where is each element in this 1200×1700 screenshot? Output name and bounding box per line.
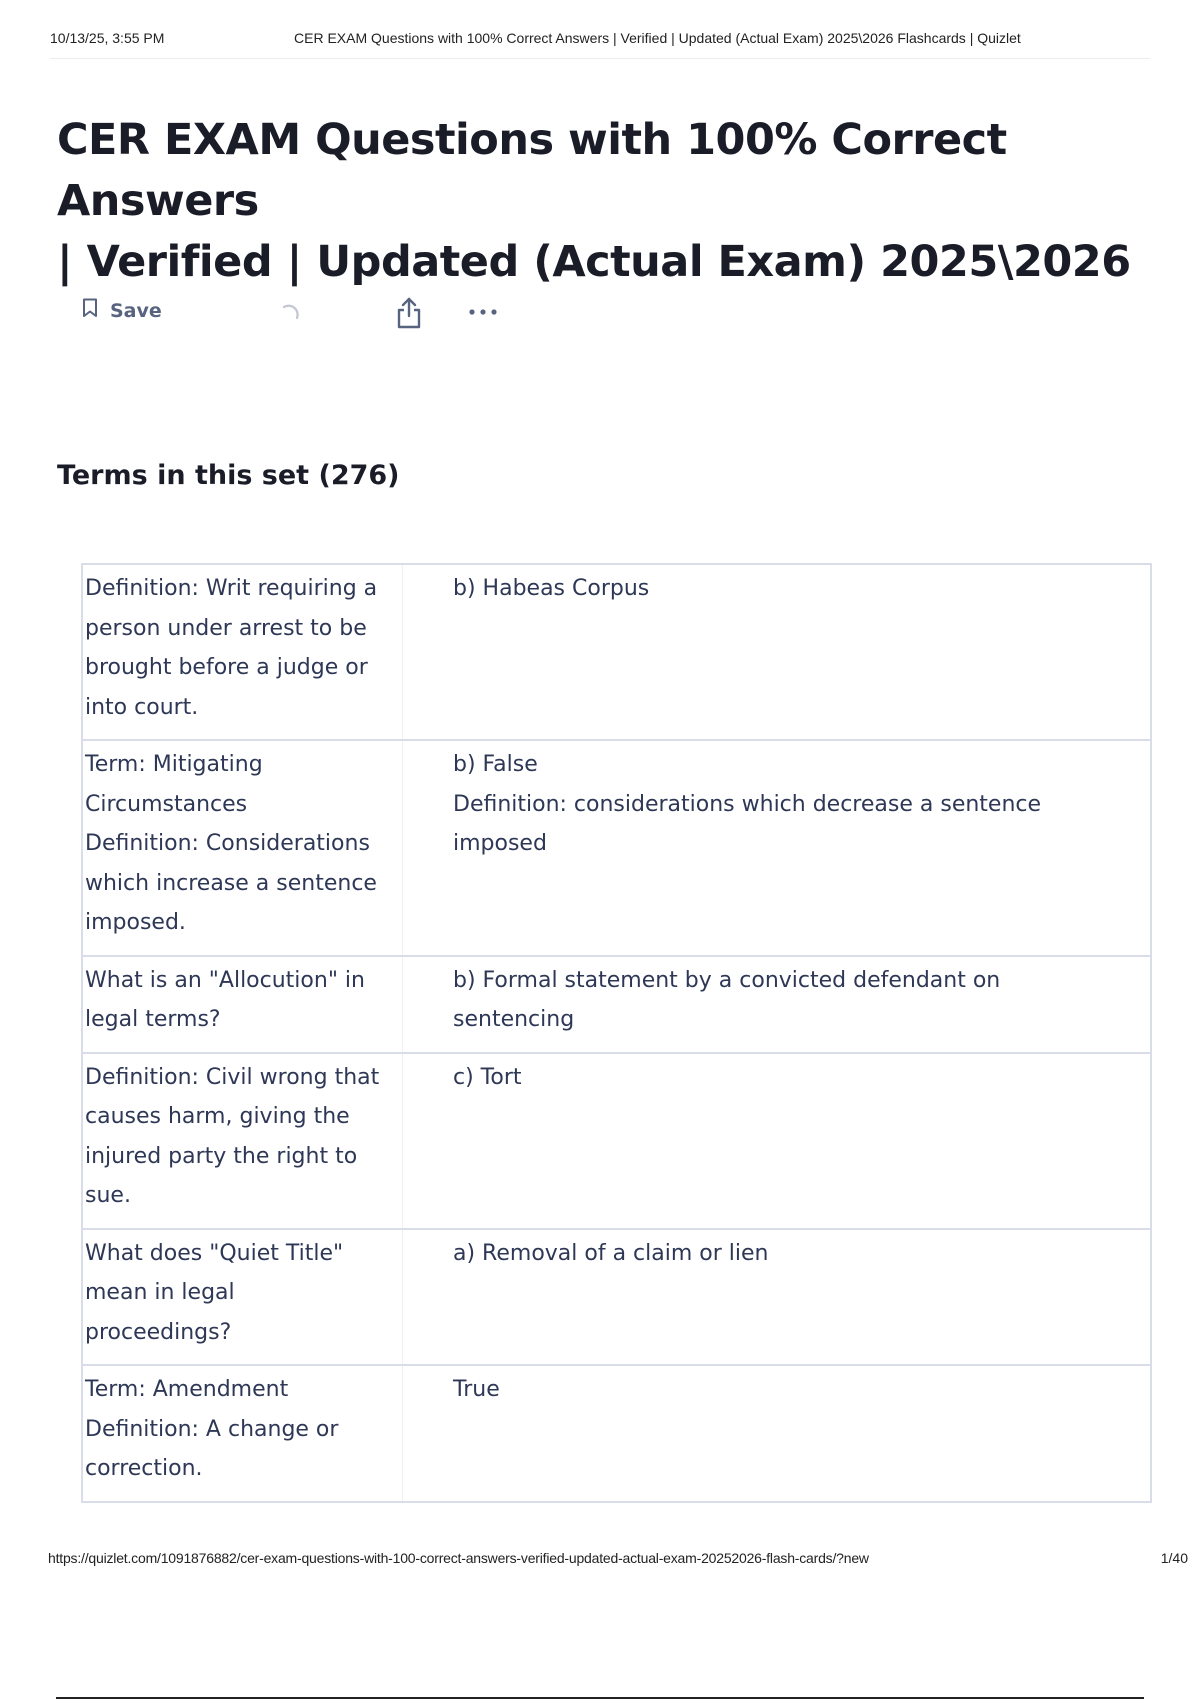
definition-line: a) Removal of a claim or lien	[453, 1240, 769, 1266]
term-line: Definition: Considerations	[85, 831, 370, 856]
term-line: into court.	[85, 694, 199, 720]
definition-line: b) Formal statement by a convicted defendant on	[453, 967, 1001, 993]
spinner-icon	[278, 302, 302, 326]
term-line: person under arrest to be	[85, 615, 367, 641]
term-text	[83, 1054, 403, 1228]
definition-line: sentencing	[453, 1007, 575, 1032]
term-line: What is an "Allocution" in	[85, 967, 365, 993]
term-text	[83, 565, 403, 739]
definition-text	[403, 741, 1150, 955]
term-line: Definition: A change or	[85, 1416, 339, 1442]
print-header	[50, 30, 1150, 59]
definition-line: b) False	[453, 752, 538, 777]
definition-line: c) Tort	[453, 1064, 522, 1090]
term-line: mean in legal	[85, 1280, 235, 1305]
term-line: Term: Amendment	[85, 1377, 289, 1402]
term-row	[83, 1228, 1150, 1365]
term-text	[83, 741, 403, 955]
term-line: causes harm, giving the	[85, 1104, 350, 1129]
definition-text	[403, 565, 1150, 739]
share-icon[interactable]	[394, 296, 424, 330]
page-title	[57, 110, 1167, 293]
definition-line: b) Habeas Corpus	[453, 576, 650, 601]
term-line: Definition: Writ requiring a	[85, 576, 378, 601]
term-line: correction.	[85, 1456, 203, 1481]
more-horizontal-icon[interactable]	[466, 302, 500, 322]
term-text	[83, 1230, 403, 1365]
term-line: which increase a sentence	[85, 870, 377, 896]
page-title-line-1: CER EXAM Questions with 100% Correct Answers	[57, 115, 1007, 226]
term-text	[83, 1366, 403, 1501]
page-title-line-2: | Verified | Updated (Actual Exam) 2025\2026	[57, 237, 1131, 287]
term-line: Term: Mitigating	[85, 752, 263, 777]
print-datetime: 10/13/25, 3:55 PM	[50, 30, 165, 46]
definition-line: Definition: considerations which decrease a sentence	[453, 791, 1042, 817]
term-line: proceedings?	[85, 1319, 232, 1345]
term-text	[83, 957, 403, 1052]
save-label: Save	[110, 299, 162, 322]
term-line: sue.	[85, 1183, 131, 1208]
print-url: https://quizlet.com/1091876882/cer-exam-questions-with-100-correct-answers-verified-updated-actual-exam-20252026-flash-cards/?new	[48, 1550, 869, 1566]
terms-heading: Terms in this set (276)	[57, 460, 400, 491]
term-row	[83, 955, 1150, 1052]
definition-line: True	[453, 1377, 500, 1402]
term-line: Definition: Civil wrong that	[85, 1064, 380, 1090]
term-line: brought before a judge or	[85, 655, 368, 680]
definition-text	[403, 957, 1150, 1052]
save-button[interactable]	[82, 298, 162, 323]
definition-line: imposed	[453, 831, 547, 856]
term-line: Circumstances	[85, 791, 248, 817]
term-row	[83, 1364, 1150, 1501]
page-number: 1/40	[1160, 1550, 1188, 1566]
term-row	[83, 1052, 1150, 1228]
bookmark-icon	[82, 298, 98, 323]
term-line: What does "Quiet Title"	[85, 1240, 344, 1266]
definition-text	[403, 1054, 1150, 1228]
terms-table	[81, 563, 1152, 1503]
set-toolbar	[82, 296, 522, 336]
term-row	[83, 565, 1150, 739]
definition-text	[403, 1366, 1150, 1501]
divider	[56, 1697, 1144, 1699]
term-row	[83, 739, 1150, 955]
term-line: legal terms?	[85, 1007, 221, 1032]
definition-text	[403, 1230, 1150, 1365]
term-line: imposed.	[85, 910, 186, 935]
term-line: injured party the right to	[85, 1143, 358, 1169]
print-document-title: CER EXAM Questions with 100% Correct Answers | Verified | Updated (Actual Exam) 2025\2026 Flashcards | Quizlet	[294, 30, 1021, 46]
